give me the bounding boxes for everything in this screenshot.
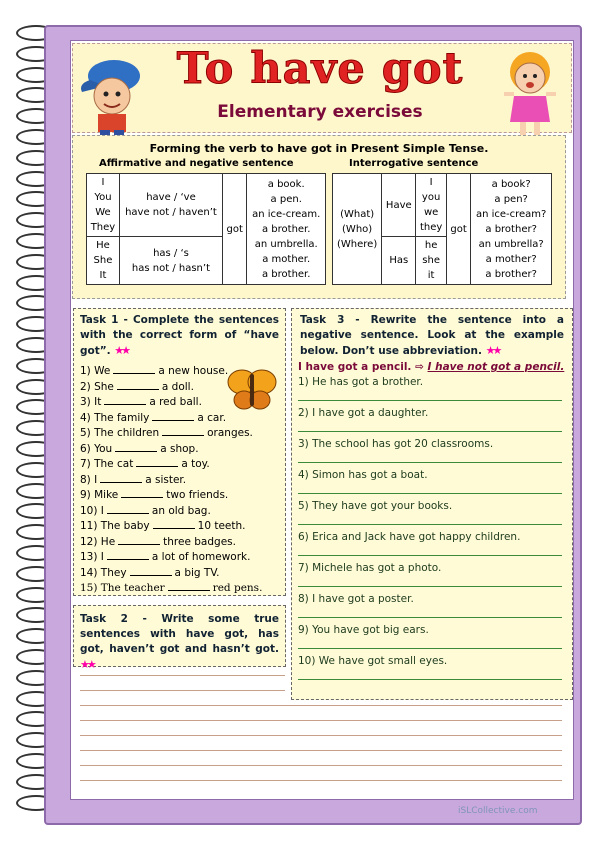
page-subtitle: Elementary exercises — [217, 102, 423, 122]
answer-line[interactable] — [298, 462, 562, 463]
answer-gap[interactable] — [153, 518, 195, 529]
verb-forms-1: have / ‘ve have not / haven’t — [119, 174, 222, 237]
example-question: I have got a pencil. — [298, 361, 412, 373]
task1-item — [80, 379, 194, 393]
task2-heading: Task 2 - Write some true sentences with have got, has got, haven’t got and hasn’t got. ★★ — [80, 613, 279, 671]
has-cell: Has — [382, 237, 416, 285]
answer-line[interactable] — [298, 648, 562, 649]
task1-item — [80, 503, 211, 517]
task1-item-text: 12) He — [80, 535, 116, 548]
writing-line[interactable] — [80, 720, 562, 721]
answer-gap[interactable] — [130, 565, 172, 576]
int-got-cell: got — [446, 174, 470, 285]
int-object-list: a book? a pen? an ice-cream? a brother? an umbrella? a mother? a brother? — [471, 174, 552, 285]
task3-item: 4) Simon has got a boat. — [298, 469, 428, 481]
answer-line[interactable] — [298, 679, 562, 680]
watermark: iSLCollective.com — [458, 806, 538, 816]
girl-illustration — [500, 48, 560, 140]
task3-item: 8) I have got a poster. — [298, 593, 414, 605]
affirmative-table — [86, 173, 326, 285]
answer-line[interactable] — [298, 431, 562, 432]
task3-heading: Task 3 - Rewrite the sentence into a negative sentence. Look at the example below. Don’t use abbreviation. ★★ — [300, 314, 564, 357]
task1-item-text: a sister. — [145, 473, 187, 486]
task1-item-text: an old bag. — [151, 504, 211, 517]
task3-item: 1) He has got a brother. — [298, 376, 424, 388]
task1-item-text: 14) They — [80, 566, 127, 579]
answer-gap[interactable] — [104, 394, 146, 405]
writing-line[interactable] — [80, 735, 562, 736]
task1-item-text: 10 teeth. — [197, 520, 246, 532]
task3-item: 3) The school has got 20 classrooms. — [298, 438, 494, 450]
task1-item-text: two friends. — [166, 489, 229, 501]
wh-words: (What) (Who) (Where) — [333, 174, 382, 285]
got-cell: got — [223, 174, 247, 285]
task1-item — [80, 425, 253, 439]
pronouns-group-1: I You We They — [87, 174, 120, 237]
task1-item-text: a car. — [197, 411, 227, 424]
writing-line[interactable] — [80, 690, 285, 691]
arrow-icon: ⇨ — [415, 361, 424, 373]
task1-item — [80, 456, 210, 470]
task1-item-text: a toy. — [181, 458, 210, 470]
object-list: a book. a pen. an ice-cream. a brother. an umbrella. a mother. a brother. — [247, 174, 326, 285]
writing-line[interactable] — [80, 750, 562, 751]
answer-line[interactable] — [298, 617, 562, 618]
affirmative-heading: Affirmative and negative sentence — [99, 158, 294, 169]
star-icon: ★★ — [485, 344, 500, 357]
writing-line[interactable] — [80, 675, 285, 676]
answer-gap[interactable] — [100, 472, 142, 483]
task1-item — [80, 363, 228, 377]
task1-item-text: 13) I — [80, 551, 104, 563]
butterfly-icon — [226, 364, 278, 414]
task1-item-text: a doll. — [161, 380, 194, 393]
answer-gap[interactable] — [118, 534, 160, 545]
task1-item-text: 3) It — [80, 396, 102, 408]
task1-item — [80, 472, 186, 486]
answer-line[interactable] — [298, 555, 562, 556]
answer-gap[interactable] — [107, 549, 149, 560]
task1-item-text: three badges. — [163, 535, 236, 548]
task1-item — [80, 487, 228, 501]
task1-item-text: 8) I — [80, 473, 98, 486]
task1-item-text: red pens. — [212, 582, 263, 594]
interrogative-table — [332, 173, 552, 285]
task3-example — [298, 361, 564, 373]
boy-illustration — [76, 52, 146, 140]
task3-item: 7) Michele has got a photo. — [298, 562, 442, 574]
task1-item-text: 15) The teacher — [80, 582, 165, 594]
task1-item-text: 4) The family — [80, 411, 150, 424]
task1-item-text: 2) She — [80, 380, 114, 393]
task1-item — [80, 534, 236, 548]
task1-item-text: 1) We — [80, 365, 111, 377]
writing-line[interactable] — [80, 780, 562, 781]
answer-line[interactable] — [298, 524, 562, 525]
example-answer: I have not got a pencil. — [427, 361, 565, 373]
answer-gap[interactable] — [136, 456, 178, 467]
task3-item: 10) We have got small eyes. — [298, 655, 448, 667]
interrogative-heading: Interrogative sentence — [349, 158, 479, 169]
answer-gap[interactable] — [117, 379, 159, 390]
task1-item-text: a new house. — [158, 365, 229, 377]
task1-item-text: a lot of homework. — [151, 551, 251, 563]
task1-item — [80, 518, 246, 532]
writing-line[interactable] — [80, 765, 562, 766]
answer-line[interactable] — [298, 586, 562, 587]
task1-item — [80, 565, 220, 579]
page-title: To have got — [176, 44, 464, 94]
task1-item-text: 9) Mike — [80, 489, 119, 501]
task1-item — [80, 441, 199, 455]
answer-line[interactable] — [298, 493, 562, 494]
task3-item: 2) I have got a daughter. — [298, 407, 429, 419]
answer-gap[interactable] — [152, 410, 194, 421]
pronouns-group-2: He She It — [87, 237, 120, 285]
answer-gap[interactable] — [107, 503, 149, 514]
star-icon: ★★ — [114, 344, 129, 357]
task3-item: 6) Erica and Jack have got happy children. — [298, 531, 521, 543]
answer-gap[interactable] — [113, 363, 155, 374]
task1-item-text: 11) The baby — [80, 520, 150, 532]
task1-item-text: 7) The cat — [80, 458, 134, 470]
writing-line[interactable] — [80, 705, 562, 706]
task1-item — [80, 580, 262, 594]
task3-item: 9) You have got big ears. — [298, 624, 429, 636]
task1-item-text: a red ball. — [149, 396, 202, 408]
task1-item — [80, 549, 250, 563]
task3-item: 5) They have got your books. — [298, 500, 453, 512]
have-cell: Have — [382, 174, 416, 237]
task1-item — [80, 394, 202, 408]
verb-forms-2: has / ‘s has not / hasn’t — [119, 237, 222, 285]
task1-item — [80, 410, 226, 424]
answer-gap[interactable] — [162, 425, 204, 436]
task1-item-text: 10) I — [80, 504, 104, 517]
answer-gap[interactable] — [168, 580, 210, 591]
int-pronouns-2: he she it — [416, 237, 447, 285]
task1-item-text: 5) The children — [80, 427, 160, 439]
task2-box — [73, 605, 286, 671]
task1-item-text: 6) You — [80, 442, 113, 455]
task1-item-text: a shop. — [160, 442, 199, 455]
task1-heading: Task 1 - Complete the sentences with the correct form of “have got”. ★★ — [80, 314, 279, 357]
answer-line[interactable] — [298, 400, 562, 401]
answer-gap[interactable] — [115, 441, 157, 452]
int-pronouns-1: I you we they — [416, 174, 447, 237]
grammar-lead: Forming the verb to have got in Present Simple Tense. — [149, 142, 489, 155]
task1-item-text: a big TV. — [174, 566, 220, 579]
task1-item-text: oranges. — [207, 427, 253, 439]
star-icon: ★★ — [80, 658, 94, 671]
answer-gap[interactable] — [121, 487, 163, 498]
